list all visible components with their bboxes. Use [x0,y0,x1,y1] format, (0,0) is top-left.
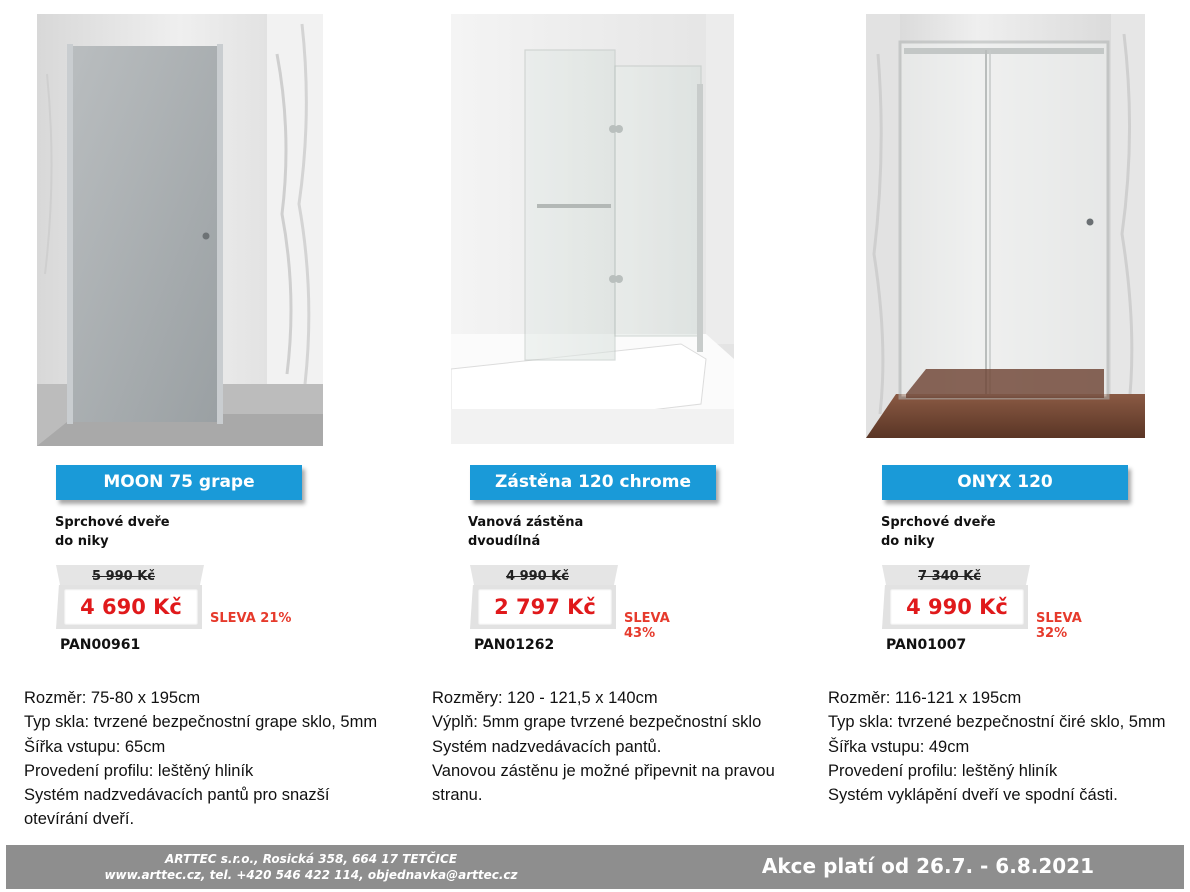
description-line: otevírání dveří. [24,810,135,829]
price-box [470,565,620,627]
product-description [432,686,775,807]
description-line: Systém vyklápění dveří ve spodní části. [828,786,1118,805]
old-price: 7 340 Kč [918,569,982,584]
description-line: Typ skla: tvrzené bezpečnostní čiré sklo, 5mm [828,713,1166,732]
description-line: Systém nadzvedávacích pantů pro snazší [24,786,330,805]
description-line: Šířka vstupu: 65cm [24,737,166,756]
discount-label: SLEVA 43% [624,611,670,641]
product-description [828,686,1165,807]
description-line: Typ skla: tvrzené bezpečnostní grape sklo, 5mm [24,713,378,732]
new-price: 4 990 Kč [906,595,1008,619]
subtitle-line: dvoudílná [468,534,541,549]
subtitle-line: Vanová zástěna [468,515,584,530]
product-code: PAN01262 [474,637,555,653]
discount-label: SLEVA 21% [210,611,292,626]
new-price: 2 797 Kč [494,595,596,619]
description-line: Provedení profilu: leštěný hliník [24,761,254,780]
subtitle-line: Sprchové dveře [55,515,170,530]
subtitle-line: Sprchové dveře [881,515,996,530]
discount-label: SLEVA 32% [1036,611,1082,641]
description-line: Šířka vstupu: 49cm [828,737,970,756]
subtitle-line: do niky [55,534,109,549]
company-address: ARTTEC s.r.o., Rosická 358, 664 17 TETČICE [164,852,458,866]
old-price: 4 990 Kč [506,569,570,584]
company-contact: www.arttec.cz, tel. +420 546 422 114, objednavka@arttec.cz [104,868,518,882]
product-subtitle [468,513,668,551]
product-name: Zástěna 120 chrome [470,465,716,500]
description-line: Vanovou zástěnu je možné připevnit na pravou [432,761,775,780]
description-line: Rozměr: 75-80 x 195cm [24,689,201,707]
description-line: stranu. [432,786,483,805]
description-line: Systém nadzvedávacích pantů. [432,737,662,756]
company-info [86,851,536,883]
promo-dates: Akce platí od 26.7. - 6.8.2021 [761,854,1094,878]
description-line: Provedení profilu: leštěný hliník [828,761,1058,780]
description-line: Rozměry: 120 - 121,5 x 140cm [432,689,658,707]
product-code: PAN00961 [60,637,141,653]
product-code: PAN01007 [886,637,967,653]
new-price: 4 690 Kč [80,595,182,619]
product-subtitle [881,513,1081,551]
product-photo [866,14,1145,438]
description-line: Rozměr: 116-121 x 195cm [828,689,1022,707]
product-photo [451,14,734,444]
product-name: ONYX 120 [882,465,1128,500]
subtitle-line: do niky [881,534,935,549]
price-box [882,565,1032,627]
old-price: 5 990 Kč [92,569,156,584]
description-line: Výplň: 5mm grape tvrzené bezpečnostní sklo [432,713,762,732]
product-name: MOON 75 grape [56,465,302,500]
footer-bar [6,845,1184,889]
